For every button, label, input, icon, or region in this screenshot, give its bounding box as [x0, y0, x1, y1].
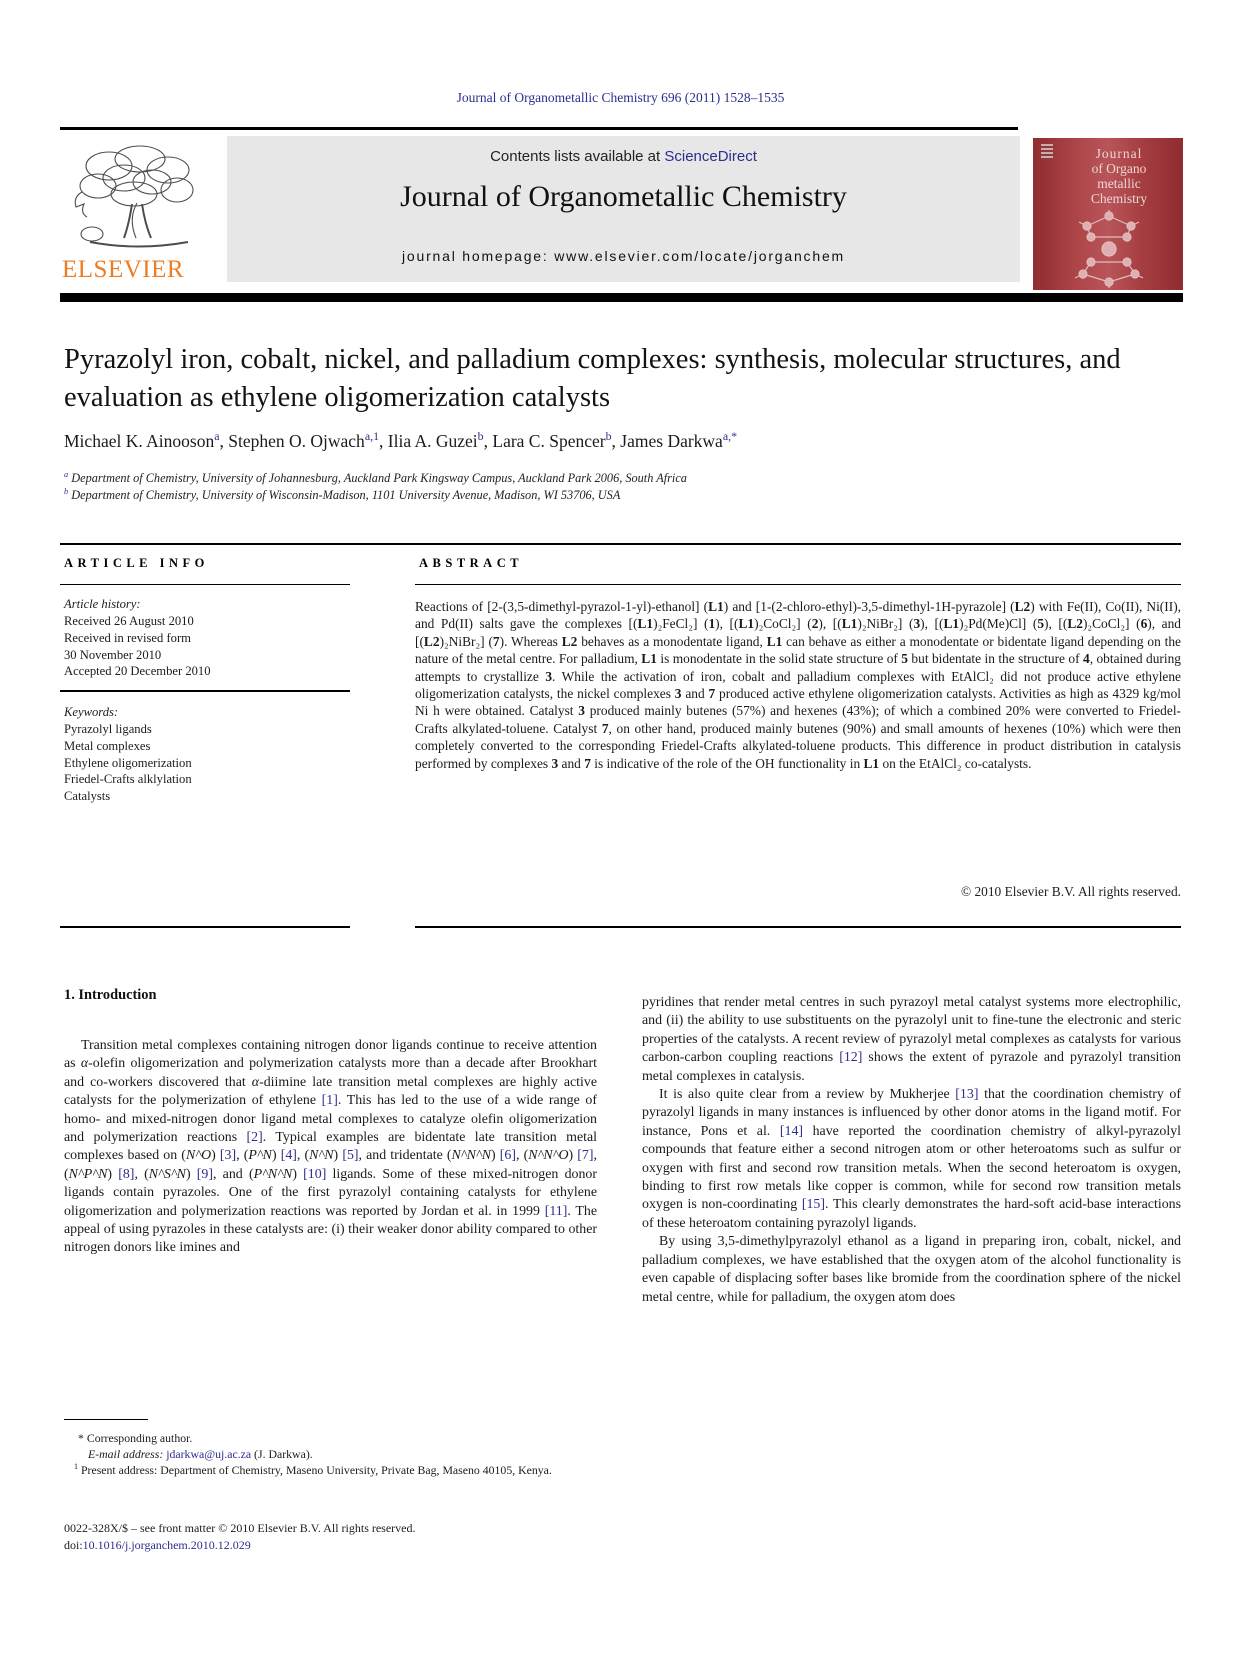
email-line [64, 1446, 624, 1462]
contents-line [227, 148, 1020, 165]
article-title: Pyrazolyl iron, cobalt, nickel, and palladium complexes: synthesis, molecular structures, and evaluation as ethylene oligomerization catalysts [64, 344, 1121, 413]
doi-link[interactable]: 10.1016/j.jorganchem.2010.12.029 [82, 1538, 251, 1552]
abstract-copyright: © 2010 Elsevier B.V. All rights reserved. [960, 884, 1181, 899]
citation-link[interactable]: [9] [196, 1166, 213, 1182]
doi-label: doi: [64, 1538, 83, 1552]
header-banner [227, 136, 1020, 282]
contents-prefix: Contents lists available at [490, 148, 665, 165]
header-top-rule [60, 127, 1018, 130]
citation-link[interactable]: [13] [955, 1087, 979, 1103]
article-info-heading-rule [60, 584, 350, 585]
history-line: 30 November 2010 [64, 647, 162, 662]
issn-line: 0022-328X/$ – see front matter © 2010 Elsevier B.V. All rights reserved. [64, 1521, 416, 1535]
footnote-rule [64, 1419, 148, 1420]
present-address-note: $^1$ Present address: Department of Chemistry, Maseno University, Private Bag, Maseno 40105, Kenya. [74, 1462, 552, 1477]
info-top-rule [60, 543, 1181, 545]
cover-molecule-icon [1067, 210, 1151, 288]
keyword: Ethylene oligomerization [64, 755, 192, 770]
sciencedirect-link[interactable]: ScienceDirect [664, 148, 757, 165]
journal-ref-line: Journal of Organometallic Chemistry 696 (2011) 1528–1535 [456, 90, 785, 105]
homepage-link[interactable]: journal homepage: www.elsevier.com/locate/jorganchem [401, 248, 845, 264]
author-list: Michael K. Ainooson$^a$, Stephen O. Ojwach$^{a,1}$, Ilia A. Guzei$^b$, Lara C. Spencer$^b$, James Darkwa$^{a,*}$ [64, 429, 738, 451]
elsevier-logo [62, 140, 222, 290]
info-bottom-rule-right [415, 926, 1181, 928]
article-history [64, 613, 344, 680]
citation-link[interactable]: [12] [839, 1050, 863, 1066]
abstract-heading-rule [415, 584, 1181, 585]
info-bottom-rule-left [60, 926, 350, 928]
keywords-list [64, 721, 344, 805]
cover-title-line: of Organo [1091, 161, 1147, 176]
article-history-label: Article history: [64, 597, 141, 611]
email-link[interactable]: jdarkwa@uj.ac.za [166, 1447, 252, 1461]
citation-link[interactable]: [4] [280, 1148, 297, 1164]
citation-link[interactable]: [7] [577, 1148, 594, 1164]
history-line: Accepted 20 December 2010 [64, 664, 211, 679]
citation-link[interactable]: [14] [779, 1123, 804, 1139]
history-line: Received 26 August 2010 [64, 614, 194, 628]
citation-link[interactable]: [1] [321, 1093, 338, 1109]
intro-column-right [642, 994, 1181, 1307]
cover-title-line: metallic [1097, 176, 1141, 191]
affiliations [64, 470, 1134, 504]
keyword: Pyrazolyl ligands [64, 722, 152, 736]
citation-link[interactable]: [6] [499, 1148, 516, 1164]
elsevier-tree-icon [62, 140, 214, 252]
header-bottom-bar [60, 293, 1183, 302]
intro-heading: 1. Introduction [64, 987, 157, 1003]
intro-col1-para: Transition metal complexes containing nitrogen donor ligands continue to receive attention as α-olefin oligomerization and polymerization catalysts more than a decade after Brookhart and co-workers discovered that α-diimine late transition metal complexes are highly active catalysts for the polymerization of ethylene [1]. This has led to the use of a wide range of homo- and mixed-nitrogen donor ligand metal complexes to catalyze olefin oligomerization and polymerization reactions [2]. Typical examples are bidentate late transition metal complexes based on (N^O) [3], (P^N) [4], (N^N) [5], and tridentate (N^N^N) [6], (N^N^O) [7], (N^P^N) [8], (N^S^N) [9], and (P^N^N) [10] ligands. Some of these mixed-nitrogen donor ligands contain pyrazoles. One of the first pyrazolyl containing catalysts for ethylene oligomerization and polymerization reactions was reported by Jordan et al. in 1999 [11]. The appeal of using pyrazoles in these catalysts are: (i) their weaker donor ability compared to other nitrogen donors like imines and [64, 1038, 597, 1256]
intro-col2-para1: pyridines that render metal centres in such pyrazoyl metal catalyst systems more electrophilic, and (ii) the ability to use substituents on the pyrazolyl unit to fine-tune the electronic and steric properties of the catalysts. A recent review of pyrazolyl metal complexes as catalysts for various carbon-carbon coupling reactions [12] shows the extent of pyrazole and pyrazolyl transition metal complexes in catalysis. [642, 995, 1181, 1084]
abstract-heading: ABSTRACT [419, 556, 524, 570]
keywords-label: Keywords: [64, 705, 119, 719]
keyword: Friedel-Crafts alklylation [64, 772, 192, 787]
citation-link[interactable]: [3] [219, 1148, 237, 1164]
article-info-heading: ARTICLE INFO [64, 556, 209, 570]
affiliation-a: $^a$ Department of Chemistry, University of Johannesburg, Auckland Park Kingsway Campus, Auckland Park 2006, South Africa [64, 469, 687, 485]
email-suffix: (J. Darkwa). [251, 1447, 313, 1461]
keyword: Catalysts [64, 789, 111, 804]
email-label: E-mail address: [88, 1447, 164, 1461]
citation-link[interactable]: [10] [303, 1166, 327, 1182]
journal-cover-thumbnail[interactable] [1033, 138, 1183, 290]
history-keywords-divider [60, 690, 350, 692]
intro-col2-para2: It is also quite clear from a review by Mukherjee [13] that the coordination chemistry of pyrazolyl ligands in many instances is influenced by other donor atoms in the ligand motif. For instance, Pons et al. [14] have reported the coordination chemistry of alkyl-pyrazolyl compounds that feature either a second nitrogen atom or other heteroatoms such as sulfur or oxygen with first and second row transition metals. When the second heteroatom is oxygen, binding to first row metals like copper is common, while for second row transition metals oxygen is non-coordinating [15]. This clearly demonstrates the hard-soft acid-base interactions of these heteroatom containing pyrazolyl ligands. [642, 1087, 1182, 1231]
intro-col2-para3: By using 3,5-dimethylpyrazolyl ethanol as a ligand in preparing iron, cobalt, nickel, and palladium complexes, we have established that the oxygen atom of the alcohol functionality is even capable of displacing softer bases like bromide from the coordination sphere of the nickel metal centre, while for palladium, the oxygen atom does [642, 1234, 1181, 1305]
intro-column-left [64, 1037, 597, 1258]
elsevier-wordmark: ELSEVIER [62, 256, 185, 283]
history-line: Received in revised form [64, 630, 191, 645]
citation-link[interactable]: [8] [118, 1166, 135, 1182]
citation-link[interactable]: [5] [342, 1148, 359, 1164]
cover-title-line: Journal [1095, 146, 1143, 161]
cover-title-line: Chemistry [1090, 191, 1148, 206]
doi-line [64, 1538, 251, 1553]
cover-publisher-mark [1041, 144, 1053, 160]
citation-link[interactable]: [15] [801, 1197, 825, 1213]
affiliation-b: $^b$ Department of Chemistry, University of Wisconsin-Madison, 1101 University Avenue, Madison, WI 53706, USA [64, 486, 621, 502]
cover-title [1063, 146, 1175, 206]
journal-title: Journal of Organometallic Chemistry [400, 180, 847, 213]
keyword: Metal complexes [64, 738, 151, 753]
citation-link[interactable]: [11] [544, 1203, 568, 1219]
corresponding-author-note: * Corresponding author. [78, 1431, 193, 1445]
abstract-text: Reactions of [2-(3,5-dimethyl-pyrazol-1-yl)-ethanol] (L1) and [1-(2-chloro-ethyl)-3,5-dimethyl-1H-pyrazole] (L2) with Fe(II), Co(II), Ni(II), and Pd(II) salts gave the complexes [(L1)₂FeCl₂] (1), [(L1)₂CoCl₂] (2), [(L1)₂NiBr₂] (3), [(L1)₂Pd(Me)Cl] (5), [(L2)₂CoCl₂] (6), and [(L2)₂NiBr₂] (7). Whereas L2 behaves as a monodentate ligand, L1 can behave as either a monodentate or bidentate ligand depending on the nature of the metal centre. For palladium, L1 is monodentate in the solid state structure of 5 but bidentate in the structure of 4, obtained during attempts to crystallize 3. While the activation of iron, cobalt and palladium complexes with EtAlCl₂ did not produce active ethylene oligomerization catalysts, the nickel complexes 3 and 7 produced active ethylene oligomerization catalysts. Activities as high as 4329 kg/mol Ni h were obtained. Catalyst 3 produced mainly butenes (57%) and hexenes (43%); of which a combined 20% were converted to Friedel-Crafts alkylated-toluene. Catalyst 7, on other hand, produced mainly butenes (90%) and small amounts of hexenes (10%) which were then completely converted to the corresponding Friedel-Crafts alkylated-toluene products. This difference in product distribution in catalysis performed by complexes 3 and 7 is indicative of the role of the OH functionality in L1 on the EtAlCl₂ co-catalysts. [415, 599, 1181, 771]
citation-link[interactable]: [2] [246, 1130, 263, 1146]
